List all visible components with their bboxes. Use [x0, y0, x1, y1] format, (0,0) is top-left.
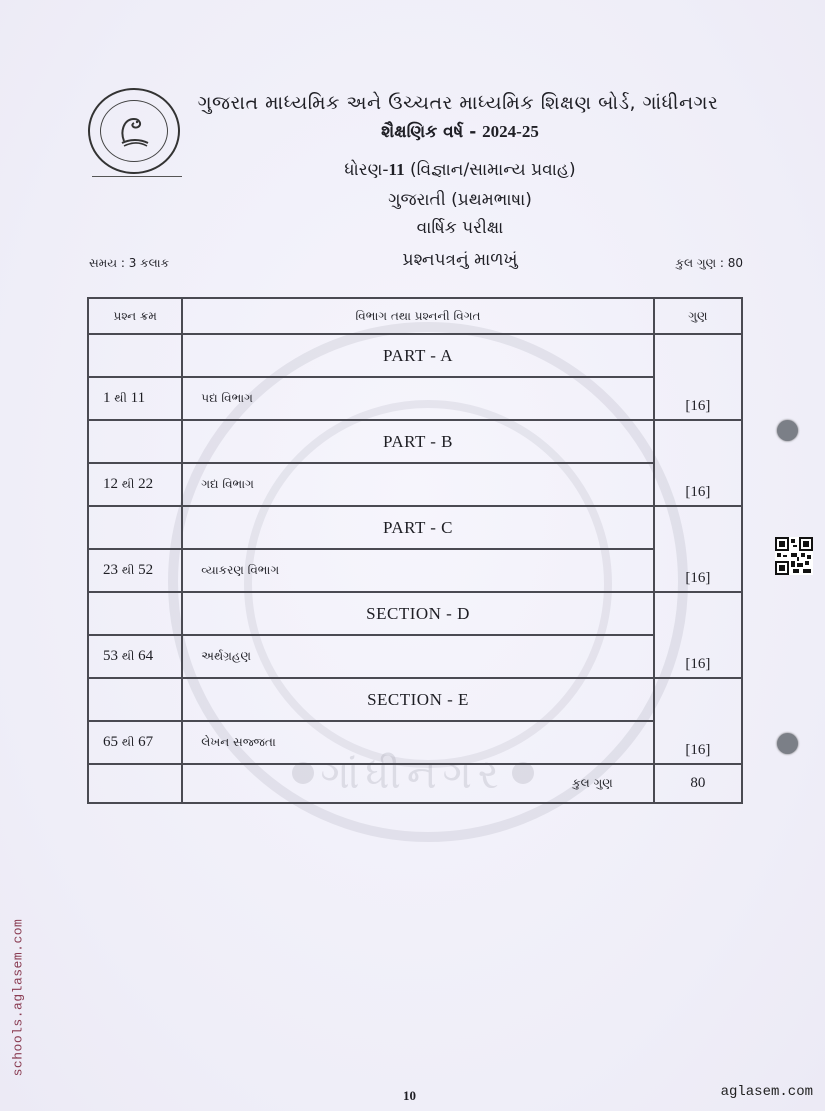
stream: (વિજ્ઞાન/સામાન્ય પ્રવાહ) — [410, 160, 576, 180]
academic-year-label: શૈક્ષણિક વર્ષ - — [381, 122, 477, 142]
table-row-part-b — [88, 420, 742, 463]
section-description: અર્થગ્રહણ — [182, 635, 653, 678]
watermark-text: ગાંધીનગર — [320, 752, 505, 798]
part-label: PART - C — [182, 506, 653, 549]
question-range: 23 થી 52 — [88, 549, 182, 592]
empty-cell — [88, 764, 182, 803]
empty-cell — [88, 420, 182, 463]
table-row-section-d — [88, 592, 742, 635]
subject: ગુજરાતી (પ્રથમભાષા) — [388, 190, 532, 210]
total-value: 80 — [654, 764, 742, 803]
table-row — [88, 549, 742, 592]
table-row-part-a — [88, 334, 742, 377]
board-title: ગુજરાત માધ્યમિક અને ઉચ્ચતર માધ્યમિક શિક્ષણ બોર્ડ, ગાંધીનગર — [197, 92, 719, 114]
question-range: 1 થી 11 — [88, 377, 182, 420]
swan-icon — [114, 111, 154, 151]
punch-hole-bottom — [777, 733, 798, 754]
empty-cell — [88, 506, 182, 549]
part-label: SECTION - D — [182, 592, 653, 635]
qr-code-icon — [775, 537, 813, 575]
table-header-row — [88, 298, 742, 334]
table-row — [88, 463, 742, 506]
table-row — [88, 635, 742, 678]
table-row-section-e — [88, 678, 742, 721]
section-description: વ્યાકરણ વિભાગ — [182, 549, 653, 592]
standard-line — [170, 160, 750, 180]
table-row-part-c — [88, 506, 742, 549]
section-marks: [16] — [654, 678, 742, 764]
exam-time: સમય : 3 કલાક — [89, 256, 170, 270]
side-watermark-url: schools.aglasem.com — [10, 918, 26, 1077]
footer-site-url: aglasem.com — [720, 1084, 813, 1100]
section-description: પદ્ય વિભાગ — [182, 377, 653, 420]
standard-value: 11 — [388, 160, 405, 179]
section-description: ગદ્ય વિભાગ — [182, 463, 653, 506]
empty-cell — [88, 678, 182, 721]
total-label: કુલ ગુણ — [182, 764, 653, 803]
structure-title: પ્રશ્નપત્રનું માળખું — [402, 250, 518, 270]
table-row — [88, 377, 742, 420]
question-range: 53 થી 64 — [88, 635, 182, 678]
section-marks: [16] — [654, 592, 742, 678]
standard-label: ધોરણ- — [344, 160, 389, 180]
emblem-inner-ring — [100, 100, 168, 162]
part-label: PART - A — [182, 334, 653, 377]
section-marks: [16] — [654, 506, 742, 592]
table-total-row — [88, 764, 742, 803]
section-marks: [16] — [654, 334, 742, 420]
part-label: SECTION - E — [182, 678, 653, 721]
exam-name: વાર્ષિક પરીક્ષા — [416, 218, 504, 238]
academic-year-value: 2024-25 — [482, 122, 539, 141]
part-label: PART - B — [182, 420, 653, 463]
section-marks: [16] — [654, 420, 742, 506]
empty-cell — [88, 592, 182, 635]
header-details: વિભાગ તથા પ્રશ્નની વિગત — [182, 298, 653, 334]
table-row — [88, 721, 742, 764]
paper-blueprint-table — [87, 297, 743, 804]
question-range: 65 થી 67 — [88, 721, 182, 764]
section-description: લેખન સજ્જતા — [182, 721, 653, 764]
header-marks: ગુણ — [654, 298, 742, 334]
exam-total-marks: કુલ ગુણ : 80 — [675, 256, 743, 270]
punch-hole-top — [777, 420, 798, 441]
page-number: 10 — [403, 1088, 416, 1103]
board-emblem-icon — [88, 88, 180, 174]
academic-year — [170, 122, 750, 142]
emblem-underline — [92, 176, 182, 177]
question-range: 12 થી 22 — [88, 463, 182, 506]
header-question-no: પ્રશ્ન ક્રમ — [88, 298, 182, 334]
empty-cell — [88, 334, 182, 377]
